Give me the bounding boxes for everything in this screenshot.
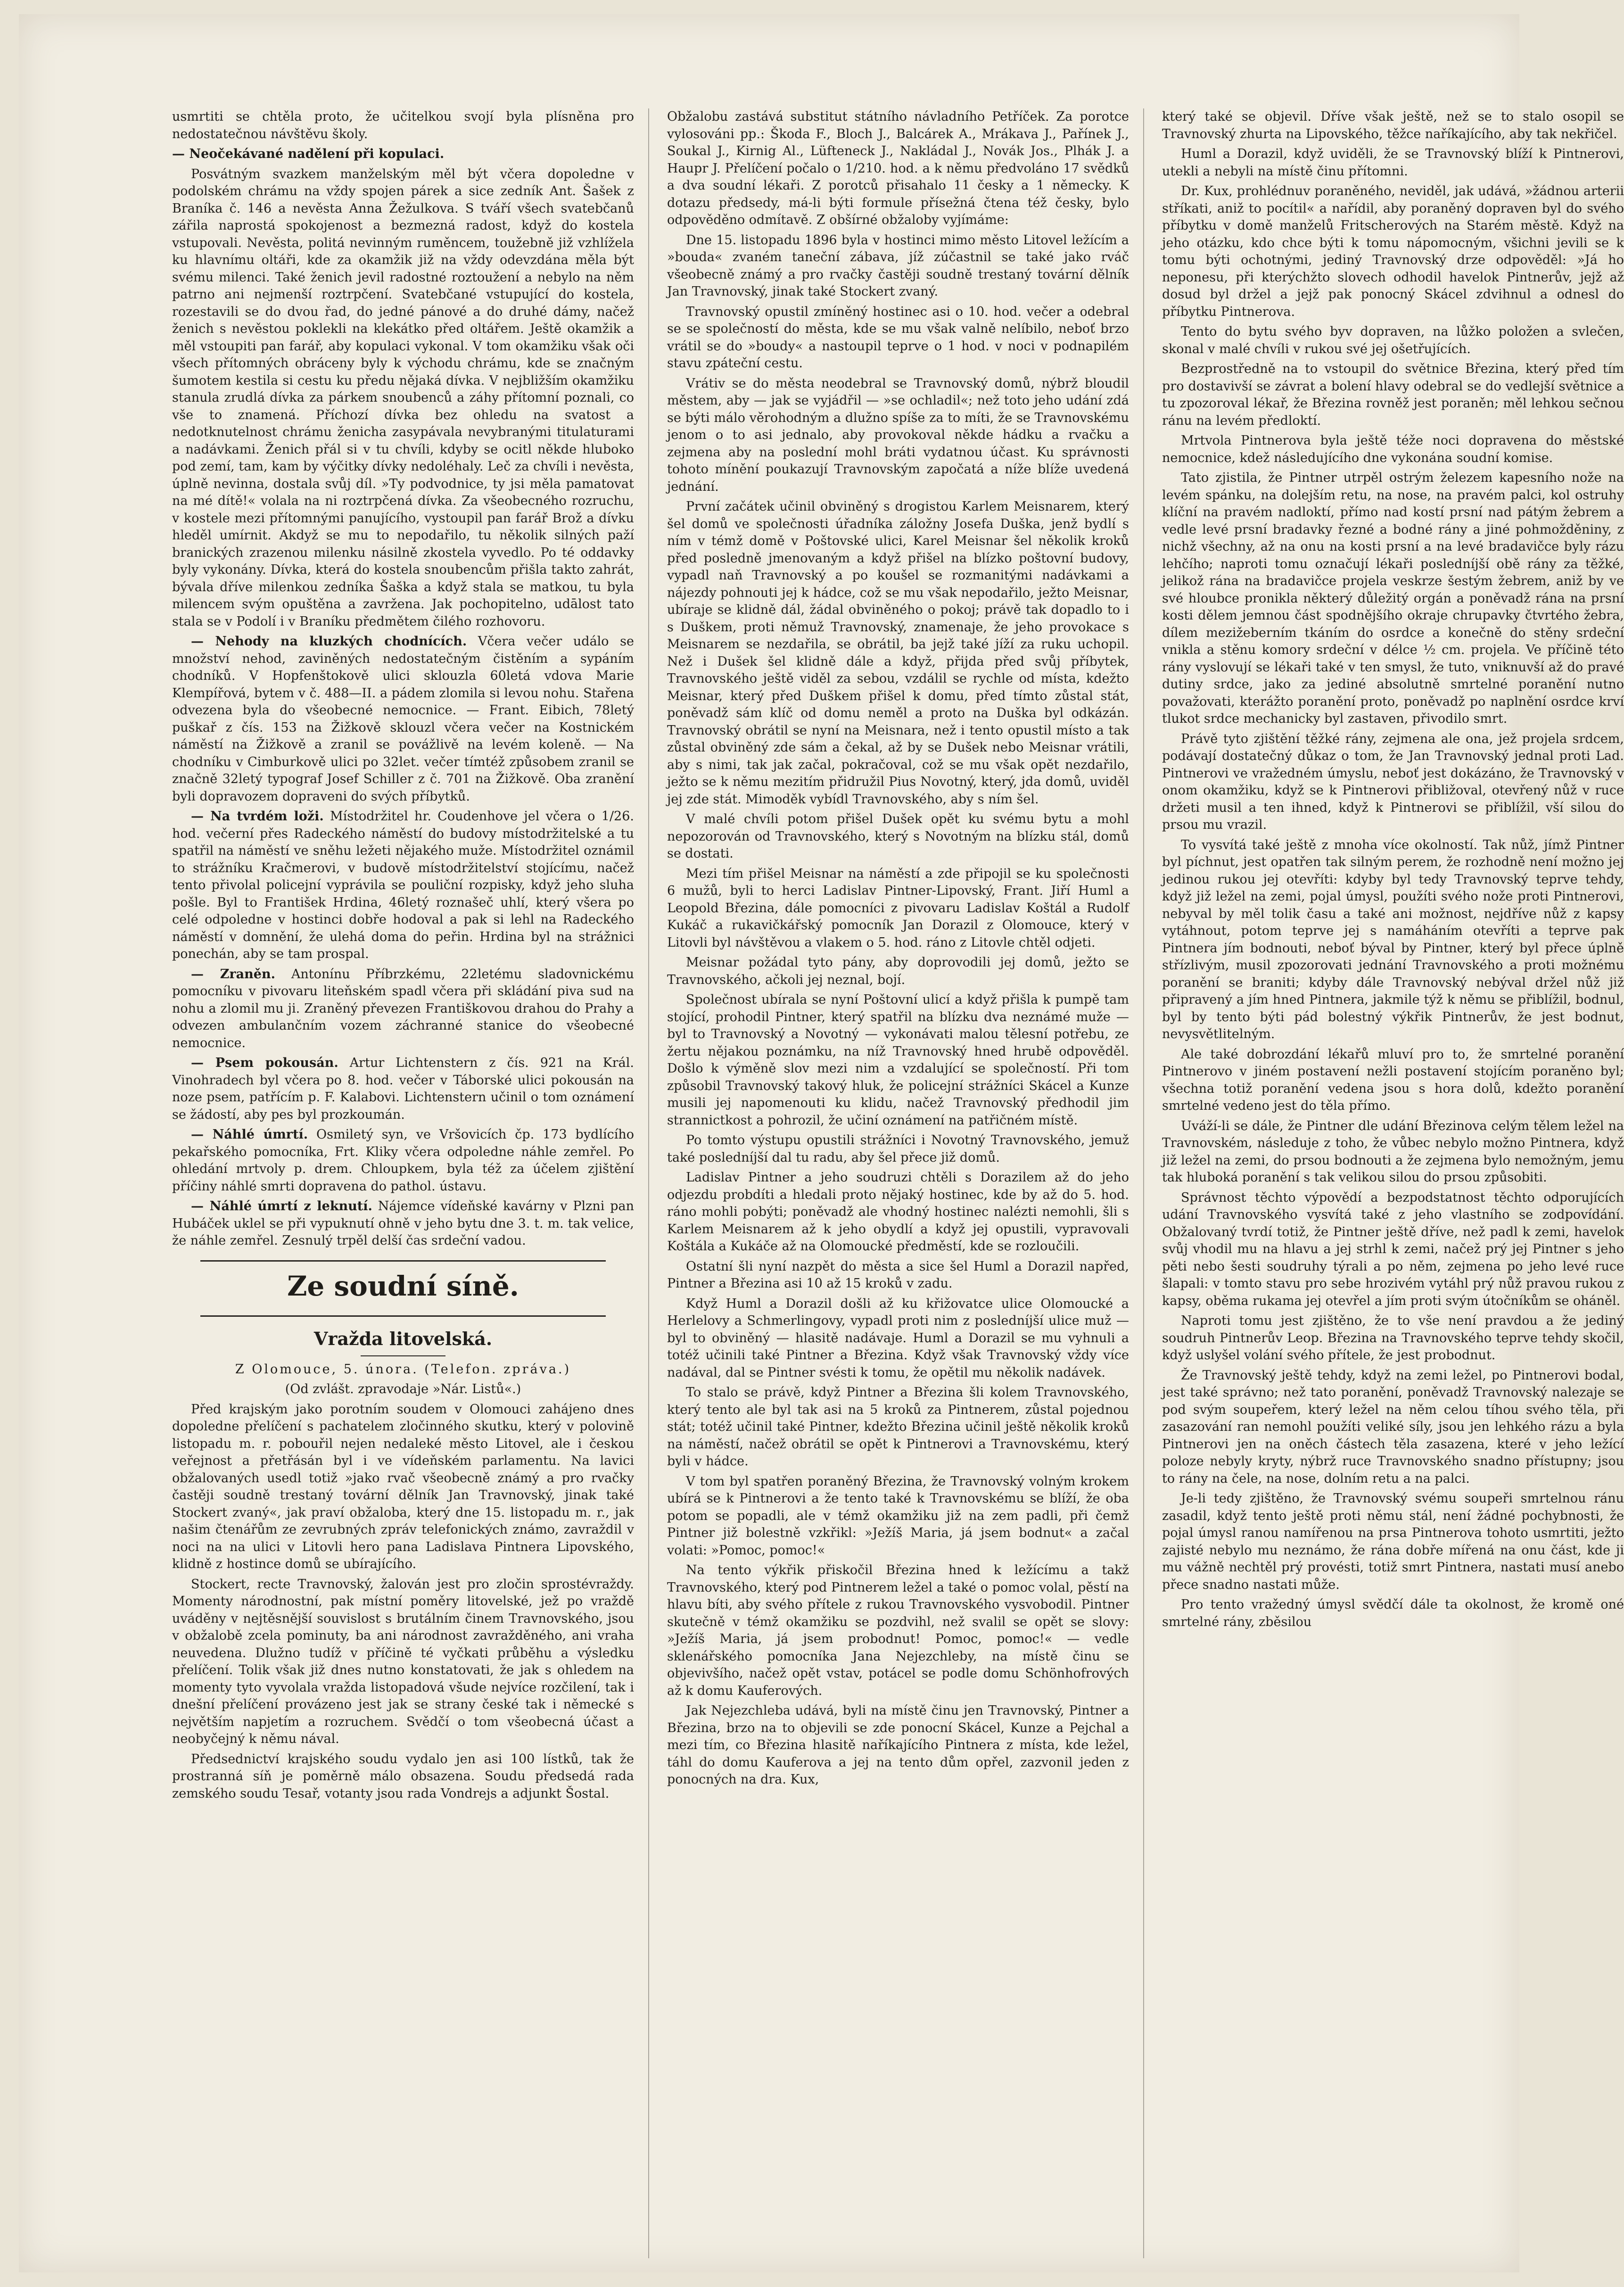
paragraph: usmrtiti se chtěla proto, že učitelkou svojí byla plísněna pro nedostatečnou návštěvu školy.	[172, 109, 634, 141]
paragraph: Nájemce vídeňské kavárny v Plzni pan Hubáček uklel se při vypuknutí ohně v jeho bytu dne 3. t. m. tak velice, že náhle zemřel. Zesnulý trpěl delší čas srdeční vadou.	[172, 1199, 634, 1248]
paragraph: Po tomto výstupu opustili strážníci i Novotný Travnovského, jemuž také posledníjší dal tu radu, aby šel přece již domů.	[667, 1133, 1129, 1165]
paragraph: Vrátiv se do města neodebral se Travnovský domů, nýbrž bloudil městem, aby — jak se vyjádřil — »se ochladil«; než toto jeho udání zdá se býti málo věrohodným a dlužno spíše za to míti, že se Travnovskému jenom o to asi jednalo, aby provokoval někde hádku a rvačku a zejmena aby na poslední mohl bráti vydatnou účast. Ku správnosti tohoto mínění poukazují Travnovským započatá a níže blíže uvedená jednání.	[667, 376, 1129, 494]
paragraph: Huml a Dorazil, když uviděli, že se Travnovský blíží k Pintnerovi, utekli a nebyli na místě činu přítomni.	[1162, 147, 1624, 179]
paragraph: Že Travnovský ještě tehdy, když na zemi ležel, po Pintnerovi bodal, jest také správno; než tato poranění, poněvadž Travnovský nalezaje se pod svým soupeřem, který ležel na něm celou tíhou svého těla, při zasazování ran nemohl použíti veliké síly, jsou jen lehkého rázu a byla Pintnerovi jen na oněch částech těla zasazena, které v jeho ležící poloze nebyly kryty, nýbrž ruce Travnovského snadno přístupny; jsou to rány na čele, na nose, dolním retu a na palci.	[1162, 1368, 1624, 1486]
paragraph: Meisnar požádal tyto pány, aby doprovodili jej domů, ježto se Travnovského, ačkoli jej neznal, bojí.	[667, 955, 1129, 987]
news-heading: — Neočekávané nadělení při kopulaci.	[172, 147, 445, 161]
paragraph: Artur Lichtenstern z čís. 921 na Král. Vinohradech byl včera po 8. hod. večer v Táborské ulici pokousán na noze psem, patřícím p. F. Kalabovi. Lichtenstern učinil o tom oznámení se žádostí, aby pes byl prozkoumán.	[172, 1056, 634, 1122]
source-line: (Od zvlášt. zpravodaje »Nár. Listů«.)	[285, 1382, 521, 1396]
paragraph: Když Huml a Dorazil došli až ku křižovatce ulice Olomoucké a Herlelovy a Schmerlingovy, vypadl proti nim z posledníjší ulice muž — byl to obviněný — hlasitě nadávaje. Huml a Dorazil se mu vyhnuli a totéž učinili také Pintner a Březina. Když však Travnovský vždy více nadával, dal se Pintner svésti k tomu, že opětil mu několik nadávek.	[667, 1296, 1129, 1380]
paragraph: Osmiletý syn, ve Vršovicích čp. 173 bydlícího pekařského pomocníka, Frt. Kliky včera odpoledne náhle zemřel. Po ohledání mrtvoly p. drem. Chloupkem, byla též za účelem zjištění příčiny náhlé smrti dopravena do pathol. ústavu.	[172, 1127, 634, 1194]
paragraph: Ostatní šli nyní nazpět do města a sice šel Huml a Dorazil napřed, Pintner a Březina asi 10 až 15 kroků v zadu.	[667, 1259, 1129, 1291]
paragraph: Tato zjistila, že Pintner utrpěl ostrým železem kapesního nože na levém spánku, na dolejším retu, na nose, na pravém palci, kol ostruhy klíční na pravém nadloktí, přímo nad kostí prsní nad pátým žebrem a vedle levé prsní bradavky řezné a bodné rány a jiné pohmožděniny, z nichž všechny, až na onu na kosti prsní a na levé bradavičce byly rázu lehčího; naproti tomu označují lékaři posledníjší obě rány za těžké, jelikož rána na bradavičce projela veskrze šestým žebrem, aniž by ve své hloubce pronikla některý důležitý orgán a poněvadž rána na prsní kosti dělem jemnou část spodnějšího okraje chrupavky čtvrtého žebra, dílem mezižeberním tkáním do osrdce a konečně do stěny srdeční vnikla a stěnu komory srdeční v délce ½ cm. projela. Ve příčině této rány vyslovují se lékaři také v ten smysl, že tuto, vniknuvší až do pravé dutiny srdce, jako za jediné absolutně smrtelné poranění nutno považovati, kterážto poranění proto, poněvadž po naplnění osrdce krví tlukot srdce mechanicky byl zastaven, přivodilo smrt.	[1162, 471, 1624, 726]
news-heading: — Náhlé úmrtí z leknutí.	[191, 1199, 372, 1214]
paragraph: Posvátným svazkem manželským měl být včera dopoledne v podolském chrámu na vždy spojen párek a sice zedník Ant. Šašek z Braníka č. 146 a nevěsta Anna Žežulkova. S tváří všech svatebčanů zářila naprostá spokojenost a bezmezná radost, když do kostela vstupovali. Nevěsta, politá nevinným ruměncem, toužebně již vzhlížela ku hlavnímu oltáři, kde za okamžik již na vždy odevzdána měla být svému milenci. Také ženich jevil radostné roztoužení a nebylo na něm patrno ani nejmenší roztrpčení. Svatebčané vstupující do kostela, rozestavili se do dvou řad, do jedné pánové a do druhé dámy, načež ženich s nevěstou poklekli na klekátko před oltářem. Ještě okamžik a měl vstoupiti pan farář, aby kopulaci vykonal. V tom okamžiku však oči všech přítomných obráceny byly k východu chrámu, kde se značným šumotem kestila si cestu ku předu nějaká dívka. V nejbližším okamžiku stanula zrudlá dívka za párkem snoubenců a záhy přítomní poznali, co vše to znamená. Příchozí dívka bez ohledu na svatost a nedotknutelnost chrámu ženicha zasypávala nevybranými titulaturami a nadávkami. Ženich přál si v tu chvíli, kdyby se ocitl někde hluboko pod zemí, tam, kam by výčitky dívky nedoléhaly. Leč za chvíli i nevěsta, úplně nevinna, dostala svůj díl. »Ty podvodnice, ty jsi měla pamatovat na mé dítě!« volala na ni roztrpčená dívka. Za všeobecného rozruchu, v kostele mezi přítomnými panujícího, vystoupil pan farář Brož a dívku hleděl umírnit. Akdyž se mu to nepodařilo, tu několik silných paží branických zrazenou milenku násilně zkostela vyvedlo. Po té oddavky byly vykonány. Dívka, která do kostela snoubencům přišla takto zahrát, bývala dříve milenkou zedníka Šaška a když stala se matkou, tu byla milencem svým opuštěna a zavržena. Jak pochopitelno, udālost tato stala se v Podolí i v Braníku předmětem čilého rozhovoru.	[172, 166, 634, 629]
paragraph: Dr. Kux, prohlédnuv poraněného, neviděl, jak udává, »žádnou arterii stříkati, aniž to pocítil« a nařídil, aby poraněný dopraven byl do svého příbytku v domě manželů Fritscherových na Starém městě. Když na jeho otázku, kdo chce býti k tomu nápomocným, všichni jevili se k tomu býti ochotnými, jediný Travnovský drze odpověděl: »Já ho neponesu, při kterýchžto slovech odhodil havelok Pintnerův, jejž až dosud byl držel a jejž pak ponocný Skácel zdvihnul a odnesl do příbytku Pintnerova.	[1162, 184, 1624, 319]
paragraph: Předsednictví krajského soudu vydalo jen asi 100 lístků, tak že prostranná síň je poměrně málo obsazena. Soudu předsedá rada zemského soudu Tesař, votanty jsou rada Vondrejs a adjunkt Šostal.	[172, 1751, 634, 1801]
section-divider	[200, 1260, 606, 1262]
paragraph: První začátek učinil obviněný s drogistou Karlem Meisnarem, který šel domů ve společnosti úřadníka záložny Josefa Duška, jenž bydlí s ním v témž domě v Poštovské ulici, Karel Meisnar šel několik kroků před posledně jmenovaným a když přišel na blízko poštovní budovy, vypadl naň Travnovský a po koušel se rozmanitými nadávkami a nájezdy pohnouti jej k hádce, což se mu však nepodařilo, ježto Meisnar, ubíraje se klidně dál, žádal obviněného o pokoj; právě tak dopadlo to i s Duškem, proti němuž Travnovský, znamenaje, že jeho provokace s Meisnarem se nezdařila, se obrátil, ba jejž také jíží za ruku uchopil. Než i Dušek šel klidně dále a když, přijda před svůj příbytek, Travnovského ještě viděl za sebou, vzdálil se rychle od místa, kdežto Meisnar, který před Duškem přišel k domu, před tímto zůstal stát, poněvadž sám klíč od domu neměl a proto na Duška byl odkázán. Travnovský obrátil se nyní na Meisnara, než i tento opustil místo a tak zůstal obviněný zde sám a čekal, až by se Dušek nebo Meisnar vrátili, aby s nimi, tak jak začal, pokračoval, což se mu však opět nezdařilo, ježto se k němu mezitím přidružil Pius Novotný, který, jda domů, uviděl jej zde stát. Mimoděk vybídl Travnovského, aby s ním šel.	[667, 499, 1129, 807]
paragraph: Právě tyto zjištění těžké rány, zejmena ale ona, jež projela srdcem, podávají dostatečný důkaz o tom, že Jan Travnovský jednal proti Lad. Pintnerovi ve vražedném úmyslu, neboť jest dokázáno, že Travnovský v onom okamžiku, když se k Pintnerovi přibližoval, otevřený nůž v ruce držeti musil a ten ihned, když k Pintnerovi se přiblížil, vší silou do prsou mu vrazil.	[1162, 731, 1624, 832]
news-heading: — Na tvrdém loži.	[191, 809, 324, 824]
section-divider	[200, 1315, 606, 1317]
paragraph: Místodržitel hr. Coudenhove jel včera o 1/26. hod. večerní přes Radeckého náměstí do budovy místodržitelské a tu spatřil na náměstí ve sněhu ležeti nějakého muže. Místodržitel oznámil to strážníku Kračmerovi, v budově místodržitelství stojícímu, načež tento přivolal policejní vyprávila se pouliční rozpisky, když jeho sluha pošle. Byl to František Hrdina, 46letý roznašeč uhlí, který všera po celé odpoledne v hostinci dobře hodoval a pak si lehl na Radeckého náměstí v domnění, že ulehá doma do peřin. Hrdina byl na strážnici ponechán, aby se tam prospal.	[172, 809, 634, 961]
paragraph: Pro tento vražedný úmysl svědčí dále ta okolnost, že kromě oné smrtelné rány, zběsilou	[1162, 1597, 1624, 1629]
paragraph: Je-li tedy zjištěno, že Travnovský svému soupeři smrtelnou ránu zasadil, když tento ještě proti němu stál, není žádné pochybnosti, že pojal úmysl ranou namířenou na prsa Pintnerova tohoto usmrtiti, ježto zajisté nebylo mu neznámo, že rána dobře mířená na onu část, kde ji mu vážně nechtěl prý provésti, totiž smrt Pintnera, nastati musí anebo přece snadno nastati může.	[1162, 1491, 1624, 1592]
column-1	[172, 108, 634, 2258]
article-title: Vražda litovelská.	[313, 1328, 493, 1349]
paragraph: Jak Nejezchleba udává, byli na místě činu jen Travnovský, Pintner a Březina, brzo na to objevili se zde ponocní Skácel, Kunze a Pejchal a mezi tím, co Březina hlasitě naříkajícího Pintnera z místa, kde ležel, táhl do domu Kauferova a jej na tento dům opřel, zazvonil jeden z ponocných na dra. Kux,	[667, 1703, 1129, 1787]
paragraph: Před krajským jako porotním soudem v Olomouci zahájeno dnes dopoledne přelíčení s pachatelem zločinného skutku, který v polovině listopadu m. r. pobouřil nejen nedaleké město Litovel, ale i českou veřejnost a přetřásán byl i ve vídeňském parlamentu. Na lavici obžalovaných usedl totiž »jako rvač všeobecně známý a pro rvačky častěji soudně trestaný tovární dělník Jan Travnovský, jinak také Stockert zvaný«, jak praví obžaloba, který dne 15. listopadu m. r., jak našim čtenářům ze zevrubných zpráv telefonických známo, zavraždil v noci na na ulici v Litovli hero pana Ladislava Pintnera Lipovského, klidně z hostince domů se ubírajícího.	[172, 1402, 634, 1571]
paragraph: Travnovský opustil zmíněný hostinec asi o 10. hod. večer a odebral se se společností do města, kde se mu však valně nelíbilo, neboť brzo vrátil se do »boudy« a nastoupil teprve o 1 hod. v noci v podnapilém stavu zpáteční cestu.	[667, 304, 1129, 371]
paragraph: V malé chvíli potom přišel Dušek opět ku svému bytu a mohl nepozorován od Travnovského, který s Novotným na blízku stál, domů se dostati.	[667, 812, 1129, 861]
paragraph: Společnost ubírala se nyní Poštovní ulicí a když přišla k pumpě tam stojící, prohodil Pintner, který spatřil na blízku dva neznámé muže — byl to Travnovský a Novotný — vykonávati malou tělesní potřebu, ze žertu nějakou poznámku, na níž Travnovský hned hrubě odpověděl. Došlo k výměně slov mezi nim a vzdalující se společností. Při tom způsobil Travnovský takový hluk, že policejní strážníci Skácel a Kunze musili jej napomenouti ku klidu, načež Travnovský předhodil jim strannictkost a pohrozil, že učiní oznámení na patřičném místě.	[667, 992, 1129, 1128]
paragraph: Uváží-li se dále, že Pintner dle udání Březinova celým tělem ležel na Travnovském, následuje z toho, že vůbec nebylo možno Pintnera, když již ležel na zemi, do prsou bodnouti a že zejmena bylo nemožným, jemu tak hluboká poranění s tak velikou silou do prsou způsobiti.	[1162, 1118, 1624, 1185]
section-title: Ze soudní síně.	[287, 1270, 519, 1302]
paragraph: Tento do bytu svého byv dopraven, na lůžko položen a svlečen, skonal v malé chvíli v rukou své jej ošetřujících.	[1162, 324, 1624, 356]
paragraph: Obžalobu zastává substitut státního návladního Petříček. Za porotce vylosováni pp.: Škoda F., Bloch J., Balcárek A., Mrákava J., Pařínek J., Soukal J., Kirnig Al., Lüfteneck J., Nakládal J., Novák Jos., Plhák J. a Haupr J. Přelíčení počalo o 1/210. hod. a k němu předvoláno 17 svědků a dva soudní lékaři. Z porotců přisahalo 11 česky a 1 německy. K dotazu předsedy, má-li býti formule přísežná čtena též česky, bylo odpověděno odmítavě. Z obšírné obžaloby vyjímáme:	[667, 109, 1129, 227]
paragraph: Mezi tím přišel Meisnar na náměstí a zde připojil se ku společnosti 6 mužů, byli to herci Ladislav Pintner-Lipovský, Frant. Jiří Huml a Leopold Březina, dále pomocníci z pivovaru Ladislav Koštál a Rudolf Kukáč a rukavičkářský pomocník Jan Dorazil z Olomouce, který v Litovli byl návštěvou a vlakem o 5. hod. ráno z Litovle chtěl odjeti.	[667, 866, 1129, 950]
paragraph: Včera večer událo se množství nehod, zaviněných nedostatečným čistěním a sypáním chodníků. V Hopfenštokově ulici sklouzla 60letá vdova Marie Klempířová, bytem v č. 488—II. a pádem zlomila si levou nohu. Stařena odvezena byla do všeobecné nemocnice. — Frant. Eibich, 78letý puškař z čís. 153 na Žižkově sklouzl včera večer na Kostnickém náměstí na Žižkově a zranil se povážlivě na levém koleně. — Na chodníku v Cimburkově ulici po 32let. večer tímtéž způsobem zranil se značně 32letý typograf Josef Schiller z č. 701 na Žižkově. Oba zranění byli dopravozem dopraveni do svých příbytků.	[172, 634, 634, 804]
news-heading: — Psem pokousán.	[191, 1056, 338, 1070]
paragraph: V tom byl spatřen poraněný Březina, že Travnovský volným krokem ubírá se k Pintnerovi a že tento také k Travnovskému se blíží, že oba potom se popadli, ale v témž okamžiku již na zem padli, při čemž Pintner již bolestně vzkřikl: »Ježíš Maria, já jsem bodnut« a začal volati: »Pomoc, pomoc!«	[667, 1474, 1129, 1558]
paragraph: Ale také dobrozdání lékařů mluví pro to, že smrtelné poranění Pintnerovo v jiném postavení nežli postavení stojícím poraněno byl; všechna totiž poranění vedena jsou s hora dolů, kdežto poranění smrtelné vedeno jest do těla přímo.	[1162, 1047, 1624, 1113]
column-divider	[1143, 108, 1144, 2258]
paragraph: Antonínu Příbrzkému, 22letému sladovnickému pomocníku v pivovaru liteňském spadl včera při skládání piva sud na nohu a zlomil mu ji. Zraněný převezen Františkovou drahou do Prahy a odvezen ambulančním vozem záchranné stanice do všeobecné nemocnice.	[172, 966, 634, 1050]
column-divider	[648, 108, 649, 2258]
dateline: Z Olomouce, 5. února. (Telefon. zpráva.)	[235, 1362, 571, 1377]
paragraph: Na tento výkřik přiskočil Březina hned k ležícímu a takž Travnovského, který pod Pintnerem ležel a také o pomoc volal, pěstí na hlavu bíti, aby svého přítele z rukou Travnovského vysvobodil. Pintner skutečně v témž okamžiku se pozdvihl, než svalil se opět se slovy: »Ježíš Maria, já jsem probodnut! Pomoc, pomoc!« — vedle sklenářského pomocníka Jana Nejezchleby, na místě činu se objevivšího, načež opět vstav, potácel se podle domu Schönhofrových až k domu Kauferových.	[667, 1563, 1129, 1698]
paragraph: Stockert, recte Travnovský, žalován jest pro zločin sprostévraždy. Momenty národnostní, pak místní poměry litovelské, jež po vraždě uváděny v nejtěsnější souvislost s brutálním činem Travnovského, jsou v obžalobě zcela pominuty, ba ani národnost zavražděného, ani vraha neuvedena. Dlužno tudíž v příčině té vyčkati průběhu a výsledku přelíčení. Tolik však již dnes nutno konstatovati, že jak s ohledem na momenty tyto vyvolala vražda listopadová všude nejvíce rozčilení, tak i dnešní přelíčení provázeno jest jak se strany české tak i německé s největším napjetím a rozruchem. Svědčí o tom všeobecná účast a neobyčejný k němu nával.	[172, 1577, 634, 1746]
paragraph: Ladislav Pintner a jeho soudruzi chtěli s Dorazilem až do jeho odjezdu probdíti a hledali proto nějaký hostinec, kde by až do 5. hod. ráno mohli pobýti; poněvadž ale vhodný hostinec nalézti nemohli, šli s Karlem Meisnarem až k jeho obydlí a když jej opustili, vypravovali Koštála a Kukáče až na Olomoucké předměstí, kde se rozloučili.	[667, 1170, 1129, 1254]
paragraph: Bezprostředně na to vstoupil do světnice Březina, který před tím pro dostavivší se závrat a bolení hlavy odebral se do vedlejší světnice a tu zpozoroval lékař, že Březina rovněž jest poraněn; měl lehkou sečnou ránu na levém předloktí.	[1162, 362, 1624, 428]
column-2	[667, 108, 1129, 2258]
news-heading: — Náhlé úmrtí.	[191, 1127, 308, 1142]
column-3	[1162, 108, 1624, 2258]
title-underline	[361, 1355, 445, 1356]
paragraph: To vysvítá také ještě z mnoha více okolností. Tak nůž, jímž Pintner byl píchnut, jest opatřen tak silným perem, že rozhodně není možno jej jedinou rukou jej otevříti: kdyby byl tedy Travnovský teprve tehdy, když již ležel na zemi, pojal úmysl, použíti svého nože proti Pintnerovi, nebyval by měl tolik času a také ani možnost, nejdříve nůž z kapsy vytáhnout, potom teprve jej s namáháním otevříti a teprve pak Pintnera jím bodnouti, neboť býval by Pintner, který byl přece úplně střízlivým, musil zpozorovati jednání Travnovského a proti možnému poranění se braniti; kdyby dále Travnovský nebýval držel nůž již připravený a jím hned Pintnera, jakmile týž k němu se přiblížil, bodnul, byl by tento býti pád bolestný výkřik Pintnerův, že jest bodnut, nevysvětlitelným.	[1162, 837, 1624, 1041]
paragraph: Správnost těchto výpovědí a bezpodstatnost těchto odporujících udání Travnovského vysvítá také z jeho vlastního se zodpovídání. Obžalovaný tvrdí totiž, že Pintner ještě dříve, než padl k zemi, havelok svůj vhodil mu na hlavu a jej strhl k zemi, načež prý jej Pintner s jeho pěti nebo šesti soudruhy týrali a po něm, zejmena po jeho levé ruce šlapali: v tomto stavu pro sebe hrozivém vytáhl prý nůž pravou rukou z kapsy, oběma rukama jej otevřel a jím proti svým útočníkům se oháněl.	[1162, 1190, 1624, 1308]
news-heading: — Nehody na kluzkých chodnících.	[191, 634, 467, 649]
paragraph: Mrtvola Pintnerova byla ještě téže noci dopravena do městské nemocnice, kdež následujícího dne vykonána soudní komise.	[1162, 433, 1624, 465]
paragraph: Naproti tomu jest zjištěno, že to vše není pravdou a že jediný soudruh Pintnerův Leop. Březina na Travnovského teprve tehdy skočil, když uslyšel volání svého přítele, že jest probodnut.	[1162, 1313, 1624, 1362]
paragraph: Dne 15. listopadu 1896 byla v hostinci mimo město Litovel ležícím a »bouda« zvaném taneční zábava, jíž zúčastnil se také jako rváč všeobecně známý a pro rvačky častěji soudně trestaný tovární dělník Jan Travnovský, jinak také Stockert zvaný.	[667, 232, 1129, 299]
paragraph: To stalo se právě, když Pintner a Březina šli kolem Travnovského, který tento ale byl tak asi na 5 kroků za Pintnerem, zůstal pojednou stát; totéž učinil také Pintner, kdežto Březina učinil ještě několik kroků na náměstí, načež obrátil se opět k Pintnerovi a Travnovskému, který byli v hádce.	[667, 1385, 1129, 1469]
news-heading: — Zraněn.	[191, 966, 275, 982]
newspaper-page	[19, 14, 1624, 2272]
paragraph: který také se objevil. Dříve však ještě, než se to stalo osopil se Travnovský zhurta na Lipovského, těžce naříkajícího, aby tak nekřičel.	[1162, 109, 1624, 141]
